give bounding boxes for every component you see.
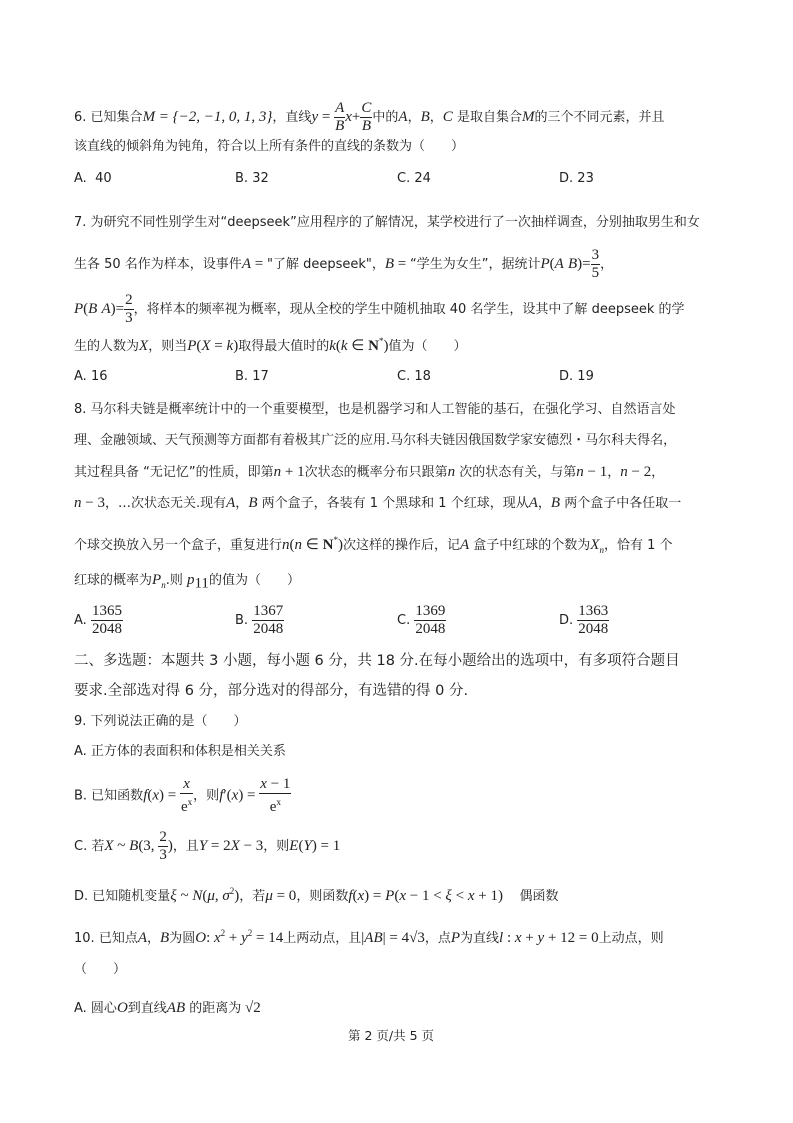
q9-option-a: A. 正方体的表面积和体积是相关关系: [74, 744, 286, 759]
section2-heading: 二、多选题：本题共 3 小题，每小题 6 分，共 18 分.在每小题给出的选项中，有多项符合题目: [74, 653, 680, 669]
section2-note: 要求.全部选对得 6 分，部分选对的得部分，有选错的得 0 分.: [74, 683, 469, 699]
q7-line2: 生各 50 名作为样本，设事件A = "了解 deepseek"，B = “学生为女生”，据统计P(A B)= $\frac{3}{5}$ ，: [74, 247, 614, 281]
q8-line4: n − 3，…次状态无关.现有A，B 两个盒子，各装有 1 个黑球和 1 个红球，现从A，B 两个盒子中各任取一: [74, 495, 682, 511]
q8-option-b: B. $\frac{1367}{2048}$: [235, 603, 284, 637]
q9-stem: 9. 下列说法正确的是（ ）: [74, 714, 247, 729]
q8-option-c: C. $\frac{1369}{2048}$: [397, 603, 446, 637]
q9-option-d: D. 已知随机变量ξ ~ N(μ, $\sigma^2$)，若μ = 0，则函数f(x) = P(x − 1 < ξ < x + 1) 偶函数: [74, 886, 559, 904]
q10-line1: 10. 已知点A，B为圆O: $x^2 + y^2 = 14$上两动点，且|AB| = 4√3，点P为直线l : x + y + 12 = 0上动点，则: [74, 928, 664, 946]
q8-line2: 理、金融领域、天气预测等方面都有着极其广泛的应用.马尔科夫链因俄国数学家安德烈・马尔科夫得名，: [74, 433, 677, 448]
page-footer: 第 2 页/共 5 页: [348, 1028, 435, 1043]
q9-option-c: C. 若X ~ B(3, $\frac{2}{3}$ )，且Y = 2X − 3，则E(Y) = 1: [74, 829, 341, 863]
q7-option-d: D. 19: [559, 369, 594, 384]
set-m: M = {−2, −1, 0, 1, 3}: [142, 109, 273, 125]
q8-option-a: A. $\frac{1365}{2048}$: [74, 603, 122, 637]
q8-option-d: D. $\frac{1363}{2048}$: [559, 603, 609, 637]
q10-option-a: A. 圆心O到直线AB 的距离为 √2: [74, 1000, 261, 1016]
q6-option-d: D. 23: [559, 171, 594, 186]
q9-option-b: B. 已知函数f(x) = $\frac{x}{e^x}$ ，则f′(x) = $\frac{x - 1}{e^x}$: [74, 776, 291, 815]
q7-option-b: B. 17: [235, 369, 269, 384]
q8-line5: 个球交换放入另一个盒子，重复进行n(n ∈ N*)次这样的操作后，记A 盒子中红球的个数为$X_n$，恰有 1 个: [74, 535, 673, 555]
q6-option-b: B. 32: [235, 171, 269, 186]
q6-line2: 该直线的倾斜角为钝角，符合以上所有条件的直线的条数为（ ）: [74, 139, 465, 154]
q7-option-c: C. 18: [397, 369, 431, 384]
q6-option-a: A. 40: [74, 171, 112, 186]
q7-line4: 生的人数为X，则当P(X = k)取得最大值时的k(k ∈ N*)值为（ ）: [74, 336, 467, 354]
q6-option-c: C. 24: [397, 171, 431, 186]
q8-line3: 其过程具备 “无记忆”的性质，即第n + 1次状态的概率分布只跟第n 次的状态有关，与第n − 1，n − 2，: [74, 464, 665, 480]
q10-line2: （ ）: [74, 962, 127, 977]
q8-line1: 8. 马尔科夫链是概率统计中的一个重要模型，也是机器学习和人工智能的基石，在强化学习、自然语言处: [74, 402, 676, 417]
q7-option-a: A. 16: [74, 369, 108, 384]
q6-line1: 6. 已知集合M = {−2, −1, 0, 1, 3}，直线y = $\frac{A}{B}$ x+ $\frac{C}{B}$ 中的A，B，C 是取自集合M的三个不同元素，并且: [74, 100, 665, 134]
q7-line3: P(B A)= $\frac{2}{3}$ ，将样本的频率视为概率，现从全校的学生中随机抽取 40 名学生，设其中了解 deepseek 的学: [74, 292, 685, 326]
q7-line1: 7. 为研究不同性别学生对“deepseek”应用程序的了解情况，某学校进行了一次抽样调查，分别抽取男生和女: [74, 215, 700, 230]
q8-line6: 红球的概率为$P_n$.则 $p_{11}$的值为（ ）: [74, 572, 300, 592]
